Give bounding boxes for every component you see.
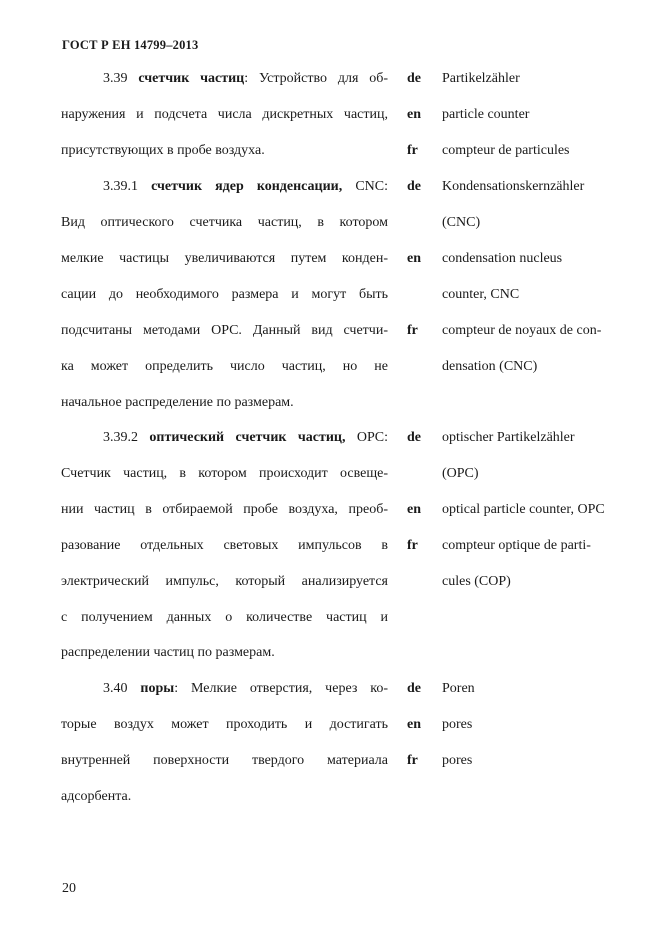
translation-text: (OPC) <box>442 466 479 481</box>
translation-text: densation (CNC) <box>442 359 538 374</box>
term-title: счетчик ядер конденсации, <box>151 179 343 194</box>
translation-text: particle counter <box>442 107 530 122</box>
term-heading-line <box>103 178 388 196</box>
term-definition-start: CNC: <box>342 179 388 194</box>
lang-code: de <box>407 430 421 445</box>
term-heading-line <box>103 429 388 447</box>
term-heading-line <box>103 680 388 698</box>
translation-text: Partikelzähler <box>442 71 520 86</box>
definition-line: ка может определить число частиц, но не <box>61 359 388 374</box>
definition-line: распределении частиц по размерам. <box>61 645 275 660</box>
lang-code: en <box>407 251 421 266</box>
definition-line: присутствующих в пробе воздуха. <box>61 143 265 158</box>
lang-code: de <box>407 179 421 194</box>
translation-text: cules (COP) <box>442 574 511 589</box>
lang-code: en <box>407 717 421 732</box>
definition-line: нии частиц в отбираемой пробе воздуха, преоб- <box>61 502 388 517</box>
term-definition-start: : Устройство для об- <box>244 71 389 86</box>
lang-code: fr <box>407 538 418 553</box>
translation-text: pores <box>442 753 473 768</box>
translation-text: counter, CNC <box>442 287 520 302</box>
term-number: 3.39 <box>103 71 128 86</box>
lang-code: fr <box>407 323 418 338</box>
translation-text: optischer Partikelzähler <box>442 430 575 445</box>
term-number: 3.39.1 <box>103 179 138 194</box>
term-title: оптический счетчик частиц, <box>149 430 346 445</box>
lang-code: en <box>407 502 421 517</box>
definition-line: подсчитаны методами OPC. Данный вид счетчи- <box>61 323 388 338</box>
definition-line: Вид оптического счетчика частиц, в котором <box>61 215 388 230</box>
definition-line: Счетчик частиц, в котором происходит освеще- <box>61 466 388 481</box>
lang-code: fr <box>407 143 418 158</box>
term-definition-start: OPC: <box>345 430 389 445</box>
document-header: ГОСТ Р ЕН 14799–2013 <box>62 38 199 52</box>
translation-text: pores <box>442 717 473 732</box>
definition-line: с получением данных о количестве частиц и <box>61 610 388 625</box>
term-number: 3.39.2 <box>103 430 138 445</box>
translation-text: compteur de particules <box>442 143 570 158</box>
definition-line: торые воздух может проходить и достигать <box>61 717 388 732</box>
term-title: поры <box>140 681 175 696</box>
term-number: 3.40 <box>103 681 128 696</box>
translation-text: Kondensationskernzähler <box>442 179 585 194</box>
page-number: 20 <box>62 881 76 896</box>
translation-text: (CNC) <box>442 215 481 230</box>
lang-code: de <box>407 681 421 696</box>
lang-code: de <box>407 71 421 86</box>
translation-text: Poren <box>442 681 475 696</box>
term-title: счетчик частиц <box>138 71 245 86</box>
definition-line: мелкие частицы увеличиваются путем конден- <box>61 251 388 266</box>
definition-line: электрический импульс, который анализируется <box>61 574 388 589</box>
definition-line: внутренней поверхности твердого материала <box>61 753 388 768</box>
definition-line: сации до необходимого размера и могут быть <box>61 287 388 302</box>
definition-line: начальное распределение по размерам. <box>61 395 294 410</box>
translation-text: compteur de noyaux de con- <box>442 323 602 338</box>
definition-line: наружения и подсчета числа дискретных частиц, <box>61 107 388 122</box>
lang-code: fr <box>407 753 418 768</box>
lang-code: en <box>407 107 421 122</box>
definition-line: адсорбента. <box>61 789 132 804</box>
translation-text: compteur optique de parti- <box>442 538 591 553</box>
translation-text: optical particle counter, OPC <box>442 502 605 517</box>
definition-line: разование отдельных световых импульсов в <box>61 538 388 553</box>
translation-text: condensation nucleus <box>442 251 563 266</box>
term-heading-line <box>103 70 388 88</box>
term-definition-start: : Мелкие отверстия, через ко- <box>174 681 389 696</box>
